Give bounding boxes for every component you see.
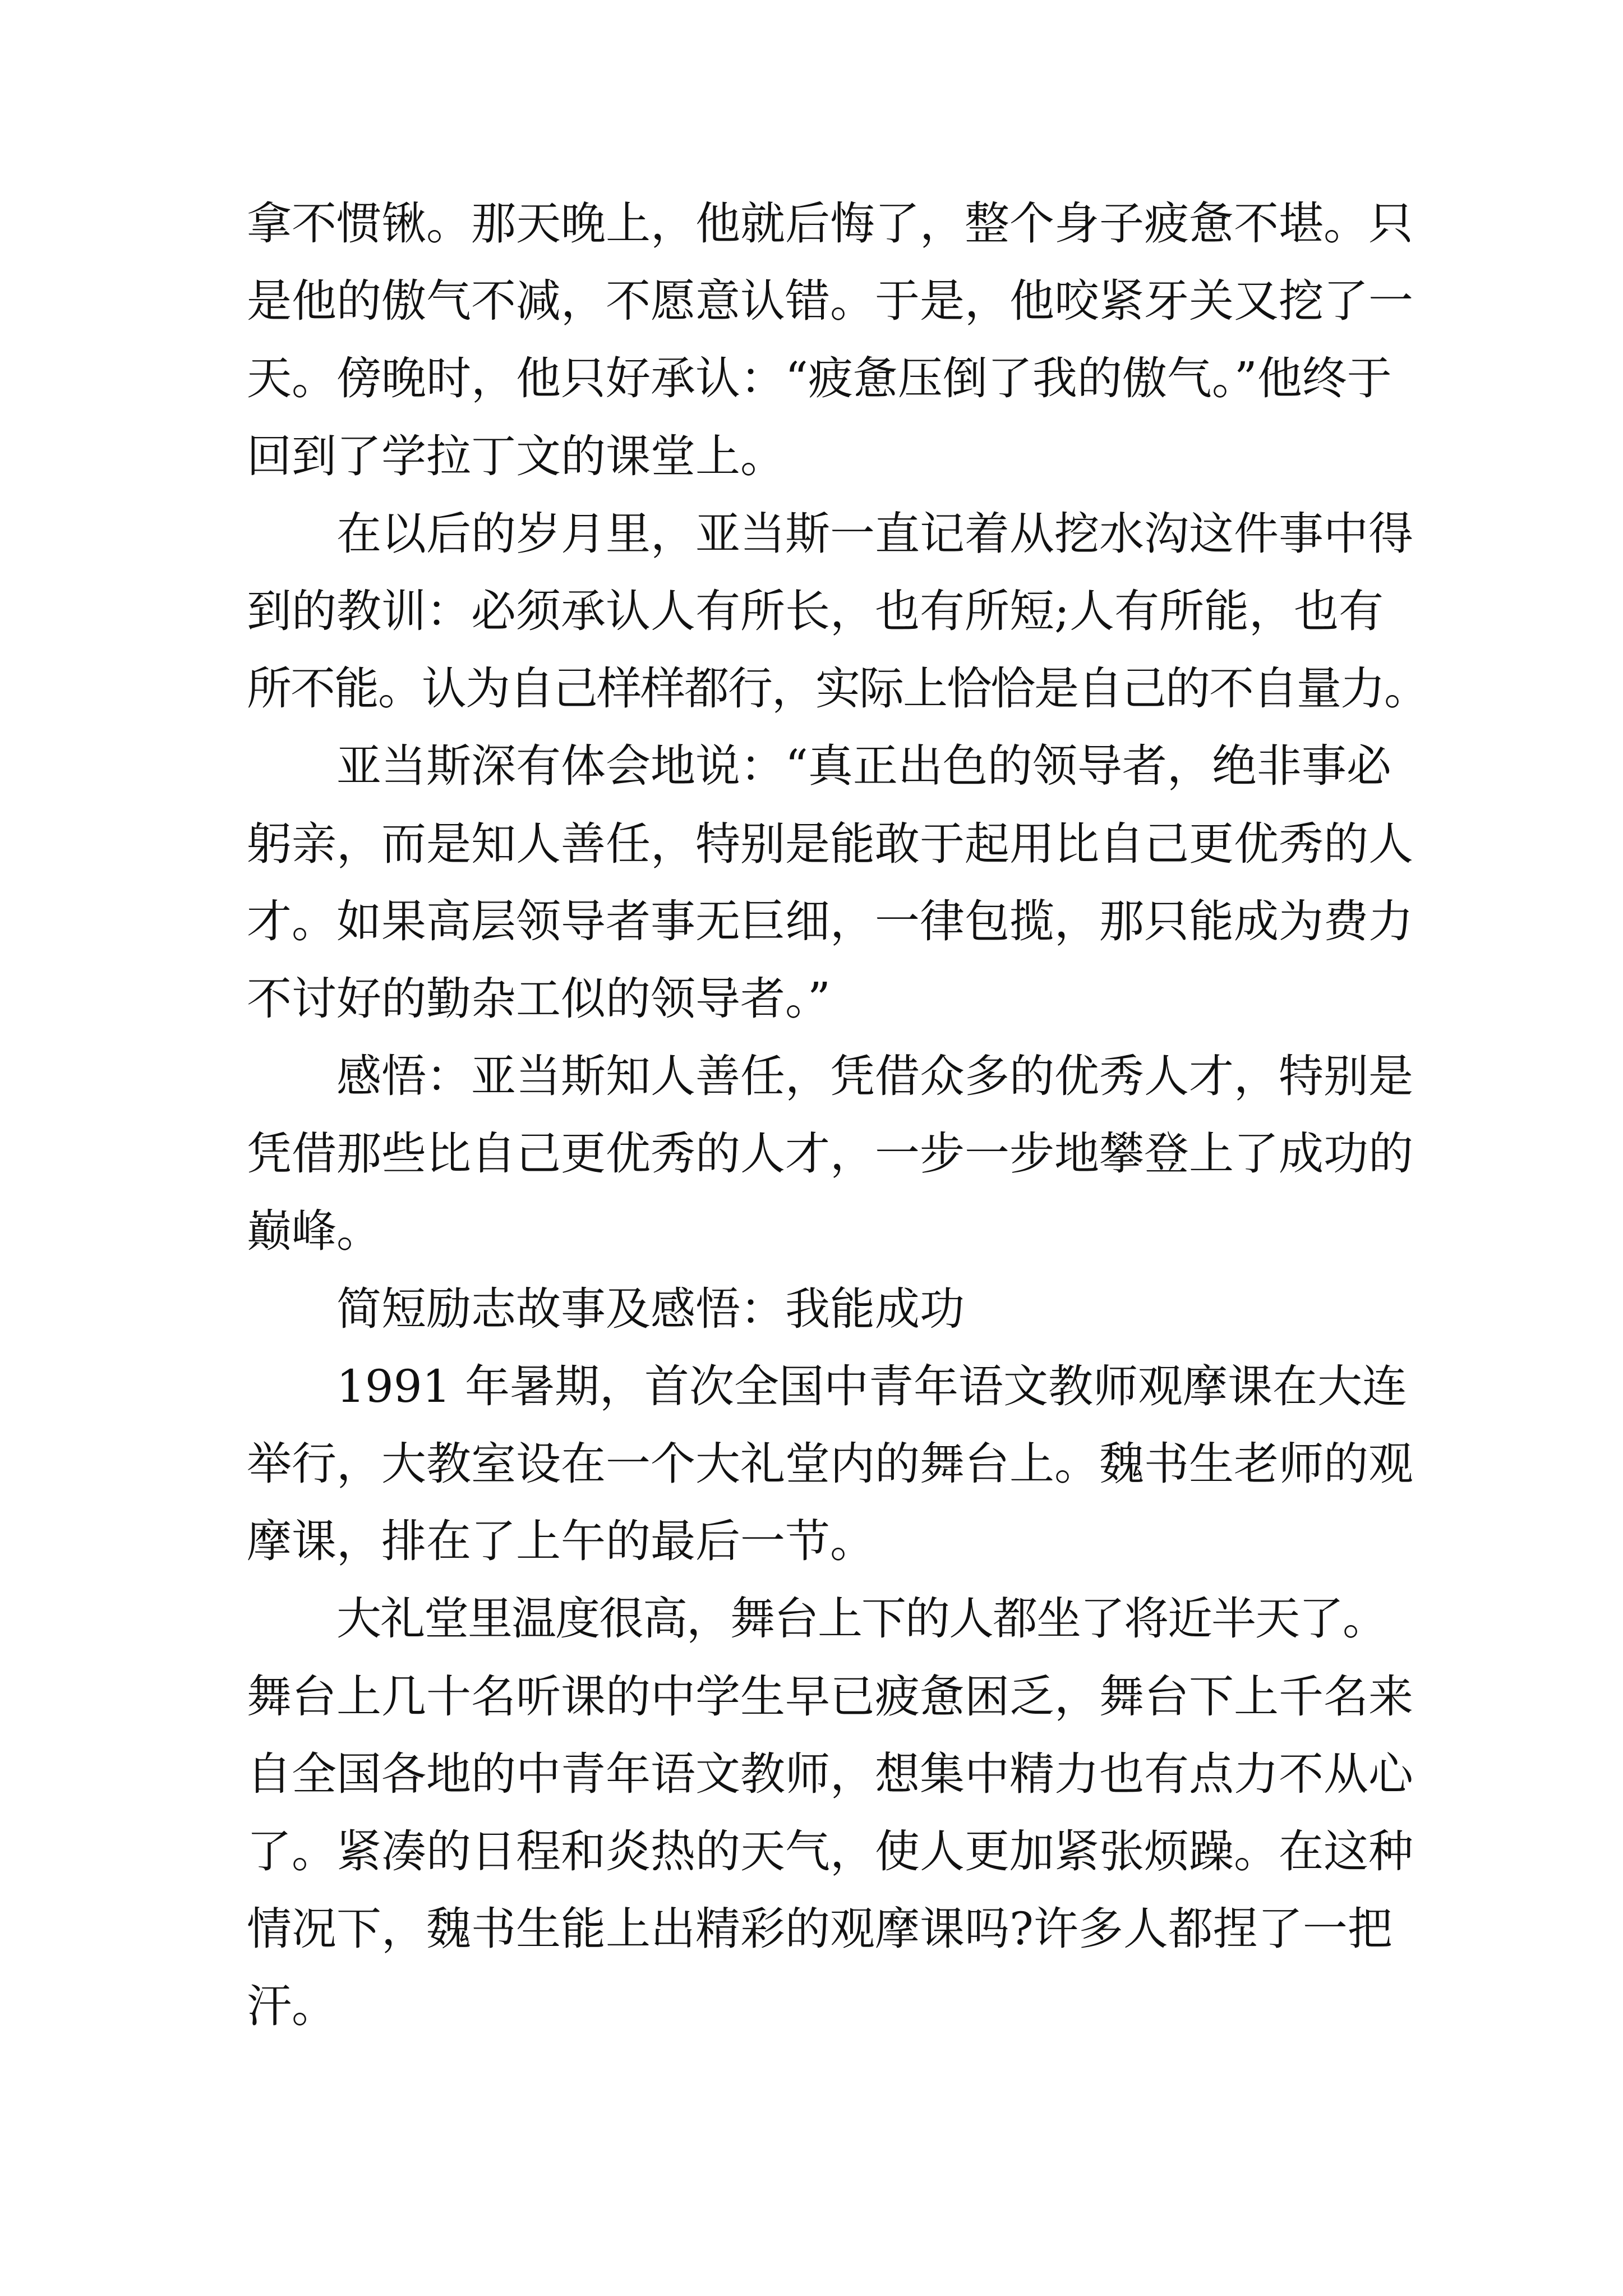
text-line: 摩课，排在了上午的最后一节。 bbox=[247, 1515, 875, 1568]
text-line: 所不能。认为自己样样都行，实际上恰恰是自己的不自量力。 bbox=[247, 662, 1428, 715]
paragraph-start-line: 亚当斯深有体会地说：“真正出色的领导者，绝非事必 bbox=[336, 740, 1391, 793]
text-line: 汗。 bbox=[247, 1980, 336, 2033]
section-heading: 简短励志故事及感悟：我能成功 bbox=[336, 1282, 965, 1335]
text-line: 躬亲，而是知人善任，特别是能敢于起用比自己更优秀的人 bbox=[247, 817, 1413, 870]
paragraph-start-line: 大礼堂里温度很高，舞台上下的人都坐了将近半天了。 bbox=[336, 1593, 1386, 1645]
text-line: 拿不惯锹。那天晚上，他就后悔了，整个身子疲惫不堪。只 bbox=[247, 197, 1413, 250]
paragraph-start-line: 在以后的岁月里，亚当斯一直记着从挖水沟这件事中得 bbox=[336, 507, 1413, 560]
text-line: 不讨好的勤杂工似的领导者。” bbox=[247, 972, 831, 1025]
text-line: 舞台上几十名听课的中学生早已疲惫困乏，舞台下上千名来 bbox=[247, 1670, 1413, 1723]
paragraph-start-line: 1991 年暑期，首次全国中青年语文教师观摩课在大连 bbox=[336, 1360, 1408, 1412]
text-line: 天。傍晚时，他只好承认：“疲惫压倒了我的傲气。”他终于 bbox=[247, 352, 1392, 405]
text-line: 是他的傲气不减，不愿意认错。于是，他咬紧牙关又挖了一 bbox=[247, 275, 1413, 328]
text-line: 巅峰。 bbox=[247, 1205, 381, 1258]
text-line: 自全国各地的中青年语文教师，想集中精力也有点力不从心 bbox=[247, 1747, 1413, 1800]
text-line: 凭借那些比自己更优秀的人才，一步一步地攀登上了成功的 bbox=[247, 1128, 1413, 1180]
text-line: 了。紧凑的日程和炎热的天气，使人更加紧张烦躁。在这种 bbox=[247, 1825, 1413, 1878]
text-line: 才。如果高层领导者事无巨细，一律包揽，那只能成为费力 bbox=[247, 895, 1413, 947]
text-line: 回到了学拉丁文的课堂上。 bbox=[247, 430, 785, 482]
text-line: 举行，大教室设在一个大礼堂内的舞台上。魏书生老师的观 bbox=[247, 1438, 1413, 1490]
paragraph-start-line: 感悟：亚当斯知人善任，凭借众多的优秀人才，特别是 bbox=[336, 1050, 1413, 1103]
text-line: 情况下，魏书生能上出精彩的观摩课吗?许多人都捏了一把 bbox=[247, 1903, 1393, 1955]
text-line: 到的教训：必须承认人有所长，也有所短;人有所能，也有 bbox=[247, 585, 1384, 637]
document-body bbox=[247, 185, 1428, 2046]
